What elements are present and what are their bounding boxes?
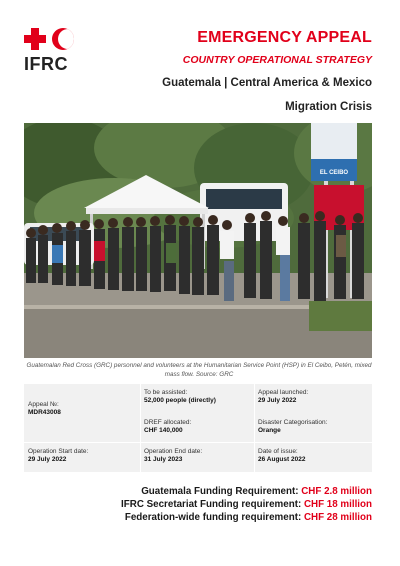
appeal-launched-value: 29 July 2022 (258, 397, 297, 405)
road-sign-text: EL CEIBO (319, 170, 349, 176)
date-of-issue-cell (258, 448, 305, 465)
cover-photo (24, 123, 372, 358)
operation-start-cell (28, 448, 88, 465)
document-title: EMERGENCY APPEAL (197, 29, 372, 46)
appeal-launched-cell (258, 389, 308, 406)
funding-line-guatemala (141, 486, 372, 497)
appeal-number-cell (28, 401, 61, 418)
red-cross-emblem (24, 28, 46, 50)
operation-start-label: Operation Start date: (28, 448, 89, 455)
funding-label: Federation-wide funding requirement: (124, 512, 304, 523)
disaster-categorisation-cell (258, 419, 327, 436)
ifrc-logo (24, 28, 76, 76)
dref-allocated-cell (144, 419, 191, 436)
region-heading: Guatemala | Central America & Mexico (162, 77, 372, 89)
disaster-categorisation-value: Orange (258, 427, 281, 435)
operation-end-label: Operation End date: (144, 448, 203, 455)
funding-line-federation-wide (125, 512, 372, 523)
red-crescent-emblem (52, 28, 74, 50)
dref-allocated-value: CHF 140,000 (144, 427, 183, 435)
funding-amount: CHF 2.8 million (301, 486, 372, 497)
logo-text: IFRC (24, 54, 68, 74)
disaster-categorisation-label: Disaster Categorisation: (258, 419, 328, 426)
funding-line-ifrc-secretariat (121, 499, 372, 510)
appeal-number-value: MDR43008 (28, 409, 61, 417)
date-of-issue-label: Date of issue: (258, 448, 298, 455)
to-be-assisted-value: 52,000 people (directly) (144, 397, 216, 405)
dref-allocated-label: DREF allocated: (144, 419, 192, 426)
info-divider (24, 442, 372, 443)
operation-start-value: 29 July 2022 (28, 456, 67, 464)
cover-photo-illustration (24, 123, 372, 358)
funding-label: Guatemala Funding Requirement: (141, 486, 302, 497)
info-divider (140, 384, 141, 472)
funding-amount: CHF 28 million (303, 512, 372, 523)
funding-amount: CHF 18 million (303, 499, 372, 510)
photo-caption: Guatemalan Red Cross (GRC) personnel and volunteers at the Humanitarian Service Point (HSP) in El Ceibo, Petén, mixed mass flow. Source: GRC (26, 362, 372, 379)
to-be-assisted-cell (144, 389, 216, 406)
funding-label: IFRC Secretariat Funding requirement: (121, 499, 304, 510)
date-of-issue-value: 26 August 2022 (258, 456, 306, 464)
info-divider (254, 384, 255, 472)
operation-end-cell (144, 448, 202, 465)
crisis-heading: Migration Crisis (285, 101, 372, 113)
appeal-launched-label: Appeal launched: (258, 389, 309, 396)
to-be-assisted-label: To be assisted: (144, 389, 188, 396)
operation-end-value: 31 July 2023 (144, 456, 183, 464)
appeal-number-label: Appeal №: (28, 401, 59, 408)
document-subtitle: COUNTRY OPERATIONAL STRATEGY (182, 54, 372, 66)
